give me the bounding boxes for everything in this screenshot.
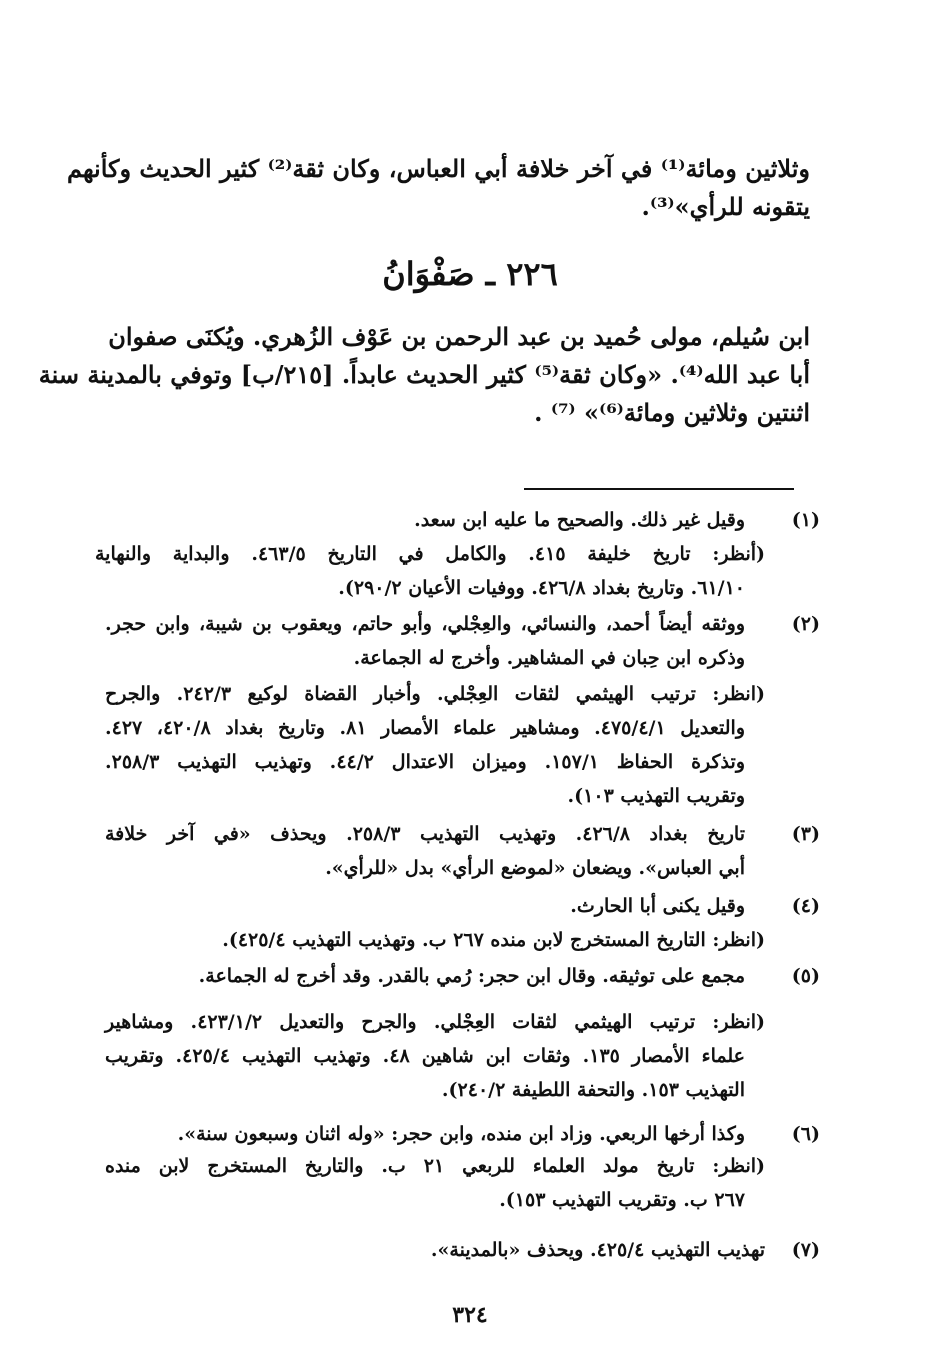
footnote-1-line-1: وقيل غير ذلك. والصحيح ما عليه ابن سعد. — [414, 509, 745, 531]
entry-text-line-3: اثنتين وثلاثين ومائة⁽⁶⁾» ⁽⁷⁾ . — [534, 398, 810, 427]
footnote-1-number: (١) — [791, 509, 820, 531]
footnote-5-line-1: مجمع على توثيقه. وقال ابن حجر: رُمي بالقدر. وقد أخرج له الجماعة. — [198, 965, 745, 987]
footnote-1-line-2: (أنظر: تاريخ خليفة ٤١٥. والكامل في التاريخ ٤٦٣/٥. والبداية والنهاية — [95, 543, 766, 565]
footnote-3-line-2: أبي العباس». ويضعان «لموضع الرأي» بدل «للرأي». — [325, 857, 745, 879]
entry-text-line-2: أبا عبد الله⁽⁴⁾. «وكان ثقة⁽⁵⁾ كثير الحديث عابداً. [٢١٥/ب] وتوفي بالمدينة سنة — [38, 360, 810, 389]
page-number: ٣٢٤ — [452, 1302, 488, 1328]
footnote-2-line-5: وتذكرة الحفاظ ١٥٧/١. وميزان الاعتدال ٤٤/٢. وتهذيب التهذيب ٢٥٨/٣. — [105, 751, 745, 773]
footnote-2-line-6: وتقريب التهذيب ١٠٣). — [567, 785, 745, 807]
footnote-5-line-2: (انظر: ترتيب الهيثمي لثقات العِجْلي. والجرح والتعديل ٤٢٣/١/٢. ومشاهير — [105, 1011, 766, 1033]
footnote-7-line-1: تهذيب التهذيب ٤٢٥/٤. ويحذف «بالمدينة». — [430, 1239, 765, 1261]
footnote-2-line-1: ووثقه أيضاً أحمد، والنسائي، والعِجْلي، وأبو حاتم، ويعقوب بن شيبة، وابن حجر. — [105, 613, 745, 635]
footnote-4-line-1: وقيل يكنى أبا الحارث. — [570, 895, 745, 917]
footnote-5-line-3: علماء الأمصار ١٣٥. وثقات ابن شاهين ٤٨. وتهذيب التهذيب ٤٢٥/٤. وتقريب — [105, 1045, 746, 1067]
main-text-line-2: يتقونه للرأي»⁽³⁾. — [641, 192, 810, 221]
footnote-3-line-1: تاريخ بغداد ٤٢٦/٨. وتهذيب التهذيب ٢٥٨/٣. ويحذف «في آخر خلافة — [105, 823, 746, 845]
footnote-divider — [524, 488, 794, 490]
entry-heading: ٢٢٦ ـ صَفْوَانُ — [382, 255, 558, 293]
footnote-6-line-2: (انظر: تاريخ مولد العلماء للربعي ٢١ ب. والتاريخ المستخرج لابن منده — [105, 1155, 765, 1177]
footnote-5-number: (٥) — [791, 965, 820, 987]
footnote-6-line-3: ٢٦٧ ب. وتقريب التهذيب ١٥٣). — [499, 1189, 745, 1211]
footnote-1-line-3: ٦١/١٠. وتاريخ بغداد ٤٢٦/٨. ووفيات الأعيان ٢٩٠/٢). — [338, 577, 745, 599]
entry-text-line-1: ابن سُيلم، مولى حُميد بن عبد الرحمن بن عَوْف الزُهري. ويُكنَى صفوان — [108, 322, 810, 351]
footnote-2-line-4: والتعديل ٤٧٥/٤/١. ومشاهير علماء الأمصار ٨١. وتاريخ بغداد ٤٢٠/٨، ٤٢٧. — [105, 717, 746, 739]
footnote-3-number: (٣) — [791, 823, 820, 845]
footnote-6-number: (٦) — [791, 1123, 820, 1145]
main-text-line-1: وثلاثين ومائة⁽¹⁾ في آخر خلافة أبي العباس، وكان ثقة⁽²⁾ كثير الحديث وكأنهم — [66, 154, 810, 183]
footnote-4-line-2: (انظر: التاريخ المستخرج لابن منده ٢٦٧ ب. وتهذيب التهذيب ٤٢٥/٤). — [222, 929, 765, 951]
footnote-2-line-2: وذكره ابن حِبان في المشاهير. وأخرج له الجماعة. — [353, 647, 745, 669]
footnote-5-line-4: التهذيب ١٥٣. والتحفة اللطيفة ٢٤٠/٢). — [441, 1079, 745, 1101]
footnote-7-number: (٧) — [791, 1239, 820, 1261]
footnote-6-line-1: وكذا أرخها الربعي. وزاد ابن منده، وابن حجر: «وله اثنان وسبعون سنة». — [177, 1123, 745, 1145]
footnote-4-number: (٤) — [791, 895, 820, 917]
footnote-2-line-3: (انظر: ترتيب الهيثمي لثقات العِجْلي. وأخبار القضاة لوكيع ٢٤٢/٣. والجرح — [105, 683, 765, 705]
footnote-2-number: (٢) — [791, 613, 820, 635]
